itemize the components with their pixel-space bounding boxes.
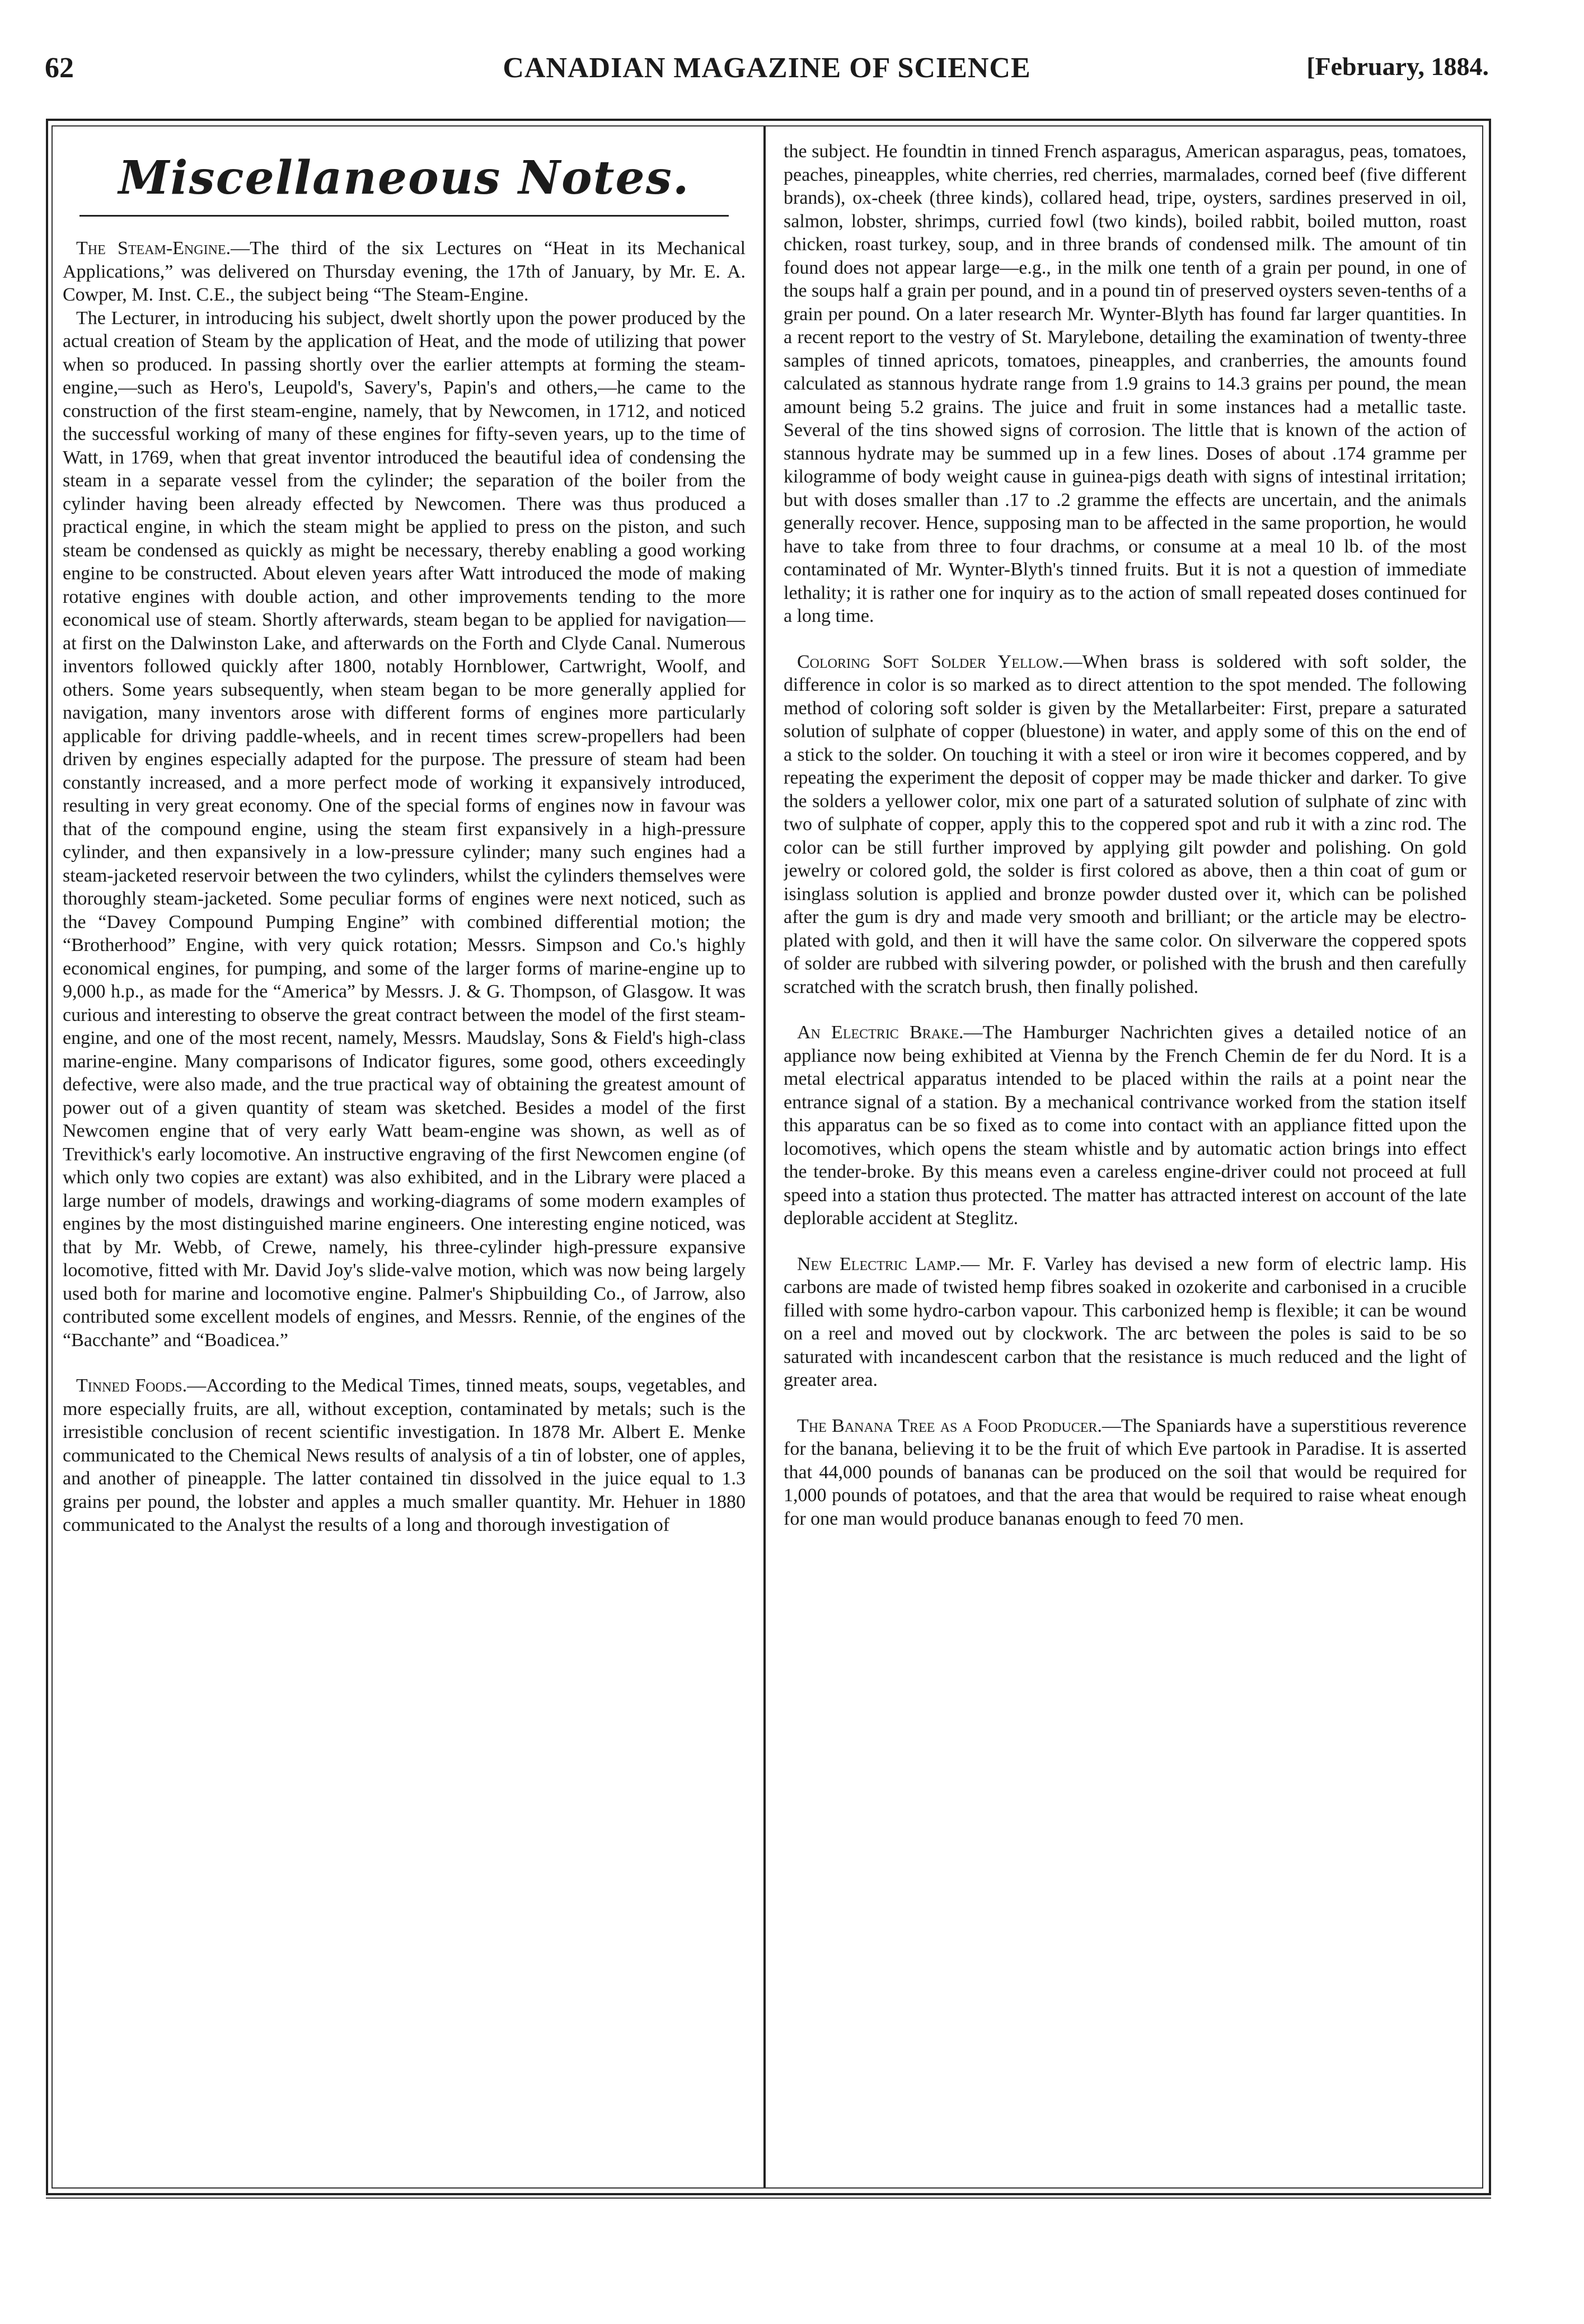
- article-text: —When brass is soldered with soft solder, the difference in color is so marked as to direct attention to the spot mended. The following method of coloring soft solder is given by the Metallarbeiter: First, prepare a saturated solution of sulphate of copper (bluestone) in water, and apply some of this on the end of a stick to the solder. On touching it with a steel or iron wire it becomes coppered, and by repeating the experiment the deposit of copper may be made thicker and darker. To give the solders a yellower color, mix one part of a saturated solution of sulphate of zinc with two of sulphate of copper, apply this to the coppered spot and rub it with a zinc rod. The color can be still further improved by applying gilt powder and polishing. On gold jewelry or colored gold, the solder is first colored as above, then a thin coat of gum or isinglass solution is applied and bronze powder dusted over it, which can be polished after the gum is dry and made very smooth and brilliant; or the article may be electro-plated with gold, and then it will have the same color. On silverware the coppered spots of solder are rubbed with silvering powder, or polished with the brush and then carefully scratched with the scratch brush, then finally polished.: [784, 651, 1466, 997]
- article-heading: New Electric Lamp.: [797, 1253, 961, 1275]
- magazine-title: CANADIAN MAGAZINE OF SCIENCE: [503, 52, 1031, 84]
- page-header: [45, 51, 1489, 102]
- article-steam-engine: [63, 237, 746, 1352]
- article-coloring-solder: [784, 650, 1466, 999]
- column-divider: [763, 126, 766, 2187]
- article-paragraph: [63, 1374, 746, 1537]
- article-text: — Mr. F. Varley has devised a new form of electric lamp. His carbons are made of twisted hemp fibres soaked in ozokerite and carbonised in a crucible filled with some hydro-carbon vapour. This carbonized hemp is flexible; it can be wound on a reel and moved out by clockwork. The arc between the poles is said to be so saturated with incandescent carbon that the resistance is much reduced and the light of greater area.: [784, 1253, 1466, 1390]
- left-column: [63, 140, 746, 2177]
- article-heading: Coloring Soft Solder Yellow.: [797, 651, 1063, 672]
- article-heading: The Banana Tree as a Food Producer.: [797, 1415, 1102, 1436]
- right-column: [784, 140, 1466, 2177]
- article-text: —According to the Medical Times, tinned meats, soups, vegetables, and more especially fruits, are all, without exception, contaminated by metals; such is the irresistible conclusion of recent scientific investigation. In 1878 Mr. Albert E. Menke communicated to the Chemical News results of analysis of a tin of lobster, one of apples, and another of pineapple. The latter contained tin dissolved in the juice equal to 1.3 grains per pound, the lobster and apples a much smaller quantity. Mr. Hehuer in 1880 communicated to the Analyst the results of a long and thorough investigation of: [63, 1375, 746, 1535]
- article-banana-tree: [784, 1414, 1466, 1531]
- article-heading: Tinned Foods.: [76, 1375, 188, 1396]
- bottom-rule: [46, 2198, 1491, 2204]
- title-rule: [79, 215, 729, 217]
- article-text: —The Spaniards have a superstitious reverence for the banana, believing it to be the fruit of which Eve partook in Paradise. It is asserted that 44,000 pounds of bananas can be produced on the soil that would be required for 1,000 pounds of potatoes, and that the area that would be required to raise wheat enough for one man would produce bananas enough to feed 70 men.: [784, 1415, 1466, 1529]
- article-paragraph: [63, 237, 746, 307]
- article-heading: An Electric Brake.: [797, 1022, 964, 1043]
- article-text: —The third of the six Lectures on “Heat in its Mechanical Applications,” was delivered on Thursday evening, the 17th of January, by Mr. E. A. Cowper, M. Inst. C.E., the subject being “The Steam-Engine.: [63, 238, 746, 305]
- article-electric-brake: [784, 1021, 1466, 1230]
- article-text: —The Hamburger Nachrichten gives a detailed notice of an appliance now being exhibited at Vienna by the French Chemin de fer du Nord. It is a metal electrical apparatus intended to be placed within the rails at a point near the entrance signal of a station. By a mechanical contrivance worked from the station itself this apparatus can be so fixed as to come into contact with an appliance fitted upon the locomotives, which opens the steam whistle and by automatic action brings into effect the tender-broke. By this means even a careless engine-driver could not proceed at full speed into a station thus protected. The matter has attracted interest on account of the late deplorable accident at Steglitz.: [784, 1022, 1466, 1229]
- section-title: Miscellaneous Notes.: [118, 151, 690, 205]
- article-tinned-foods-continued: [784, 140, 1466, 628]
- issue-date: [February, 1884.: [1306, 52, 1489, 81]
- article-electric-lamp: [784, 1253, 1466, 1392]
- page-number: 62: [45, 52, 74, 84]
- article-heading: The Steam-Engine.: [76, 238, 231, 259]
- article-paragraph: The Lecturer, in introducing his subject, dwelt shortly upon the power produced by the actual creation of Steam by the application of Heat, and the mode of utilizing that power when so produced. In passing shortly over the earlier attempts at forming the steam-engine,—such as Hero's, Leupold's, Savery's, Papin's and others,—he came to the construction of the first steam-engine, namely, that by Newcomen, in 1712, and noticed the successful working of many of these engines for fifty-seven years, up to the time of Watt, in 1769, when that great inventor introduced the beautiful idea of condensing the steam in a separate vessel from the cylinder; the separation of the boiler from the cylinder having been already effected by Newcomen. There was thus produced a practical engine, in which the steam might be applied to press on the piston, and such steam be condensed as quickly as might be necessary, thereby enabling a good working engine to be constructed. About eleven years after Watt introduced the mode of making rotative engines with double action, and other improvements tending to the more economical use of steam. Shortly afterwards, steam began to be applied for navigation—at first on the Dalwinston Lake, and afterwards on the Forth and Clyde Canal. Numerous inventors followed quickly after 1800, notably Hornblower, Cartwright, Woolf, and others. Some years subsequently, when steam began to be more generally applied for navigation, many inventors arose with different forms of engines more particularly applicable for driving paddle-wheels, and in recent times screw-propellers had been driven by engines especially adapted for the purpose. The pressure of steam had been constantly increased, and a more perfect mode of working it expansively introduced, resulting in very great economy. One of the special forms of engines now in favour was that of the compound engine, using the steam first expansively in a high-pressure cylinder, and then expansively in a low-pressure cylinder; many such engines had a steam-jacketed reservoir between the two cylinders, whilst the cylinders themselves were thoroughly steam-jacketed. Some peculiar forms of engines were next noticed, such as the “Davey Compound Pumping Engine” with combined differential motion; the “Brotherhood” Engine, with very quick rotation; Messrs. Simpson and Co.'s highly economical engines, for pumping, and some of the larger forms of marine-engine up to 9,000 h.p., as made for the “America” by Messrs. J. & G. Thompson, of Glasgow. It was curious and interesting to observe the great contract between the model of the first steam-engine, and one of the most recent, namely, Messrs. Maudslay, Sons & Field's high-class marine-engine. Many comparisons of Indicator figures, some good, others exceedingly defective, were also made, and the true practical way of obtaining the greatest amount of power out of a given quantity of steam was sketched. Besides a model of the first Newcomen engine that of very early Watt beam-engine was shown, as well as of Trevithick's early locomotive. An instructive engraving of the first Newcomen engine (of which only two copies are extant) was also exhibited, and in the Library were placed a large number of models, drawings and working-diagrams of some modern examples of engines by the most distinguished marine engineers. One interesting engine noticed, was that by Mr. Webb, of Crewe, namely, his three-cylinder high-pressure expansive locomotive, fitted with Mr. David Joy's slide-valve motion, which was now being largely used both for marine and locomotive engine. Palmer's Shipbuilding Co., of Jarrow, also contributed some excellent models of engines, and Messrs. Rennie, of the engines of the “Bacchante” and “Boadicea.”: [63, 307, 746, 1351]
- article-text: the subject. He foundtin in tinned French asparagus, American asparagus, peas, tomatoes, peaches, pineapples, white cherries, red cherries, marmalades, corned beef (five different brands), ox-cheek (three kinds), collared head, tripe, oysters, sardines preserved in oil, salmon, lobster, shrimps, curried fowl (two kinds), boiled rabbit, boiled mutton, roast chicken, roast turkey, soup, and in three brands of condensed milk. The amount of tin found does not appear large—e.g., in the milk one tenth of a grain per pound, in one of the soups half a grain per pound, and in a pound tin of preserved oysters seven-tenths of a grain per pound. On a later research Mr. Wynter-Blyth has found far larger quantities. In a recent report to the vestry of St. Marylebone, detailing the examination of twenty-three samples of tinned apricots, tomatoes, pineapples, and cranberries, the amounts found calculated as stannous hydrate range from 1.9 grains to 14.3 grains per pound, the mean amount being 5.2 grains. The juice and fruit in some instances had a metallic taste. Several of the tins showed signs of corrosion. The little that is known of the action of stannous hydrate may be summed up in a few lines. Doses of about .174 gramme per kilogramme of body weight cause in guinea-pigs death with signs of intestinal irritation; but with doses smaller than .17 to .2 gramme the effects are uncertain, and the animals generally recover. Hence, supposing man to be affected in the same proportion, he would have to take from three to four drachms, or consume at a meal 10 lb. of the most contaminated of Mr. Wynter-Blyth's tinned fruits. But it is not a question of immediate lethality; it is rather one for inquiry as to the action of small repeated doses continued for a long time.: [784, 141, 1466, 626]
- article-tinned-foods: [63, 1374, 746, 1537]
